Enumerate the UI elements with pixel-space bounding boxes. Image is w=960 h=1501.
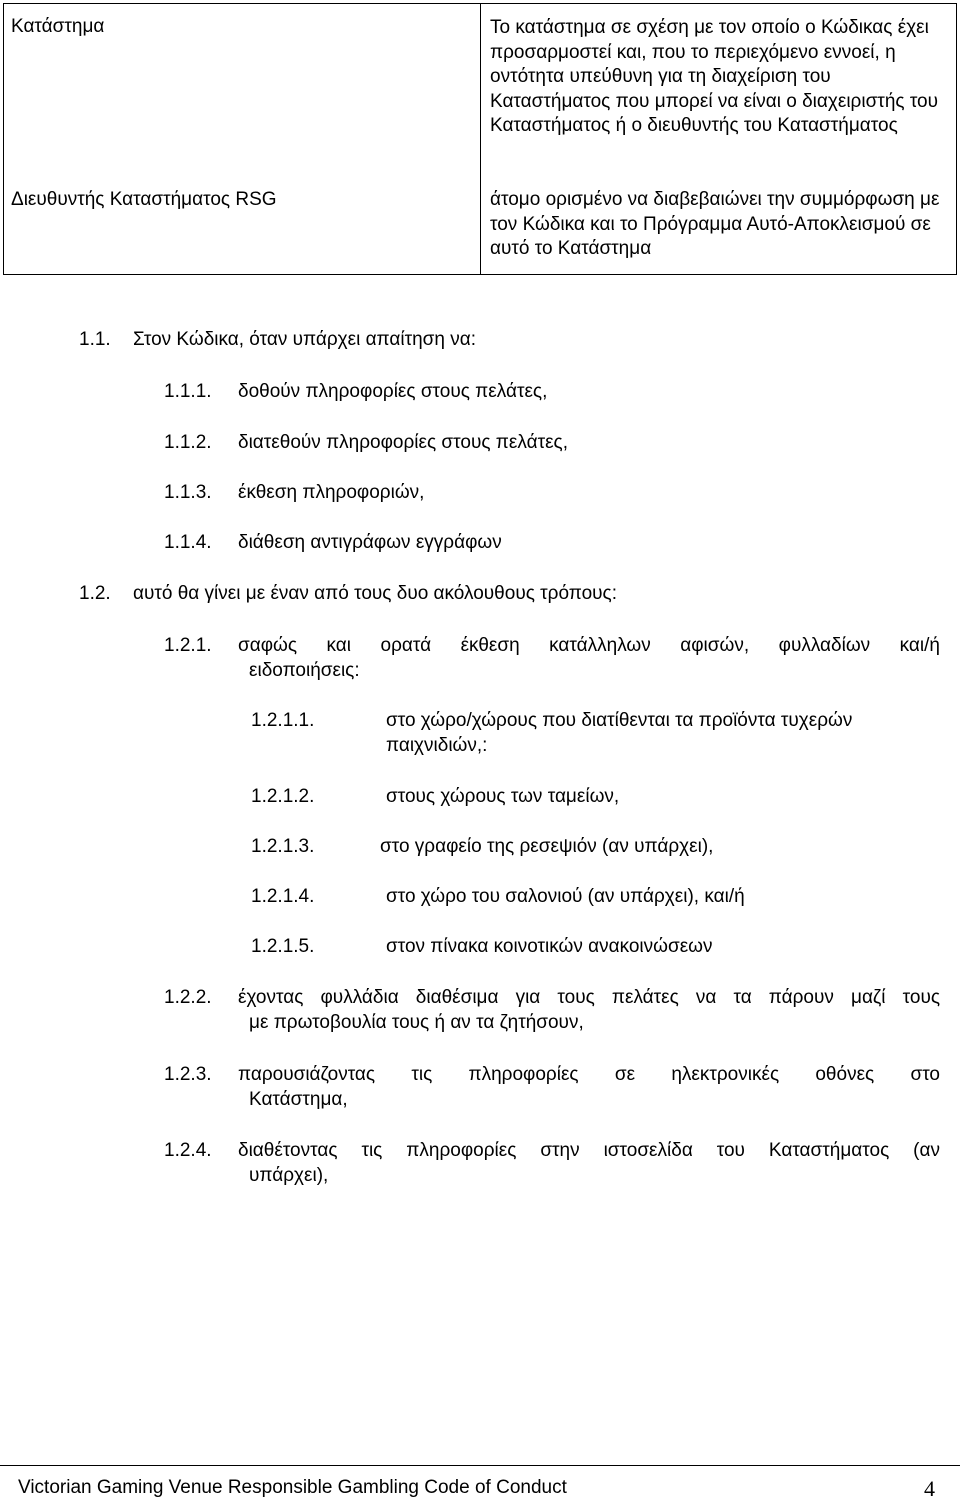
section-number-1-2-1-1: 1.2.1.1. <box>251 710 315 731</box>
section-text-1-2-4: διαθέτοντας τις πληροφορίες στην ιστοσελίδα του Καταστήματος (αν <box>238 1140 940 1161</box>
footer-rule <box>0 1465 960 1466</box>
section-text-1-2-1-3: στο γραφείο της ρεσεψιόν (αν υπάρχει), <box>380 836 714 857</box>
definition-rsg-manager: άτομο ορισμένο να διαβεβαιώνει την συμμόρφωση με τον Κώδικα και το Πρόγραμμα Αυτό-Αποκλεισμού σε αυτό το Κατάστημα <box>490 189 940 259</box>
section-number-1-1-2: 1.1.2. <box>164 432 212 453</box>
section-number-1-2-1: 1.2.1. <box>164 635 212 656</box>
term-store: Κατάστημα <box>11 16 105 37</box>
page-number: 4 <box>924 1476 935 1501</box>
section-text-1-2-4-continued: υπάρχει), <box>249 1165 329 1186</box>
section-text-1-2-1-5: στον πίνακα κοινοτικών ανακοινώσεων <box>386 936 713 957</box>
section-number-1-1-4: 1.1.4. <box>164 532 212 553</box>
section-number-1-2-3: 1.2.3. <box>164 1064 212 1085</box>
section-number-1-2-1-2: 1.2.1.2. <box>251 786 315 807</box>
section-text-1-2-1: σαφώς και ορατά έκθεση κατάλληλων αφισών, φυλλαδίων και/ή <box>238 635 940 656</box>
section-text-1-2-3-continued: Κατάστημα, <box>249 1089 348 1110</box>
section-text-1-2-1-continued: ειδοποιήσεις: <box>249 660 360 681</box>
section-number-1-1-1: 1.1.1. <box>164 381 212 402</box>
section-text-1-2-1-2: στους χώρους των ταμείων, <box>386 786 620 807</box>
footer-title: Victorian Gaming Venue Responsible Gambling Code of Conduct <box>18 1477 567 1498</box>
section-number-1-1: 1.1. <box>79 329 111 350</box>
section-text-1-1-2: διατεθούν πληροφορίες στους πελάτες, <box>238 432 568 453</box>
term-rsg-manager: Διευθυντής Καταστήματος RSG <box>11 189 277 210</box>
definition-store: Το κατάστημα σε σχέση με τον οποίο ο Κώδικας έχει προσαρμοστεί και, που το περιεχόμενο εννοεί, η οντότητα υπεύθυνη για τη διαχείριση του Καταστήματος που μπορεί να είναι ο διαχειριστής του Καταστήματος ή ο διευθυντής του Καταστήματος <box>490 17 939 136</box>
section-number-1-2-4: 1.2.4. <box>164 1140 212 1161</box>
section-text-1-2-3: παρουσιάζοντας τις πληροφορίες σε ηλεκτρονικές οθόνες στο <box>238 1064 940 1085</box>
section-number-1-2-1-4: 1.2.1.4. <box>251 886 315 907</box>
section-text-1-1-4: διάθεση αντιγράφων εγγράφων <box>238 532 502 553</box>
section-text-1-2-1-1: στο χώρο/χώρους που διατίθενται τα προϊόντα τυχερών <box>386 710 853 731</box>
section-text-1-1-1: δοθούν πληροφορίες στους πελάτες, <box>238 381 548 402</box>
section-text-1-1: Στον Κώδικα, όταν υπάρχει απαίτηση να: <box>133 329 477 350</box>
section-number-1-2-2: 1.2.2. <box>164 987 212 1008</box>
section-text-1-2-2-continued: με πρωτοβουλία τους ή αν τα ζητήσουν, <box>249 1012 584 1033</box>
section-number-1-2: 1.2. <box>79 583 111 604</box>
section-text-1-2-2: έχοντας φυλλάδια διαθέσιμα για τους πελάτες να τα πάρουν μαζί τους <box>238 987 940 1008</box>
table-divider <box>480 4 481 274</box>
section-text-1-1-3: έκθεση πληροφοριών, <box>238 482 425 503</box>
section-number-1-2-1-5: 1.2.1.5. <box>251 936 315 957</box>
section-number-1-1-3: 1.1.3. <box>164 482 212 503</box>
section-text-1-2-1-1-continued: παιχνιδιών,: <box>386 735 488 756</box>
section-number-1-2-1-3: 1.2.1.3. <box>251 836 315 857</box>
section-text-1-2: αυτό θα γίνει με έναν από τους δυο ακόλουθους τρόπους: <box>133 583 617 604</box>
section-text-1-2-1-4: στο χώρο του σαλονιού (αν υπάρχει), και/ή <box>386 886 745 907</box>
